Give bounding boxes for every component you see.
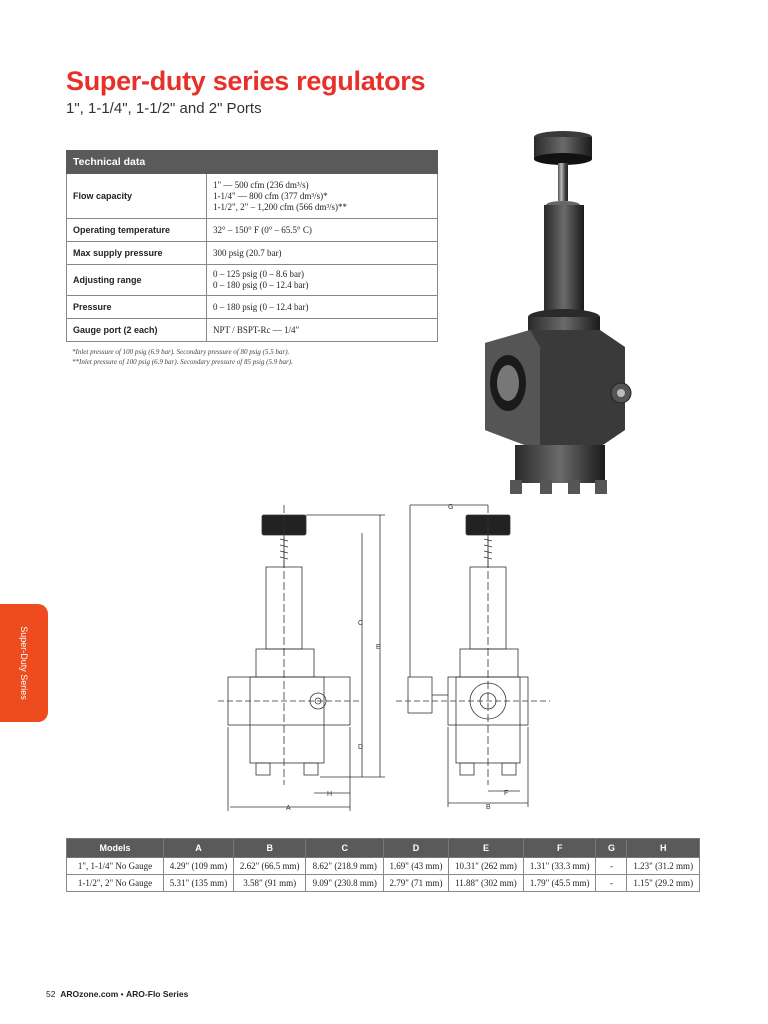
row-label: Adjusting range — [67, 265, 207, 296]
dim-label-d: D — [358, 744, 364, 751]
section-side-tab — [0, 604, 48, 722]
front-view — [218, 505, 385, 811]
side-view — [396, 505, 550, 807]
page-subtitle: 1", 1-1/4", 1-1/2" and 2" Ports — [66, 100, 262, 117]
column-header: Models — [67, 839, 164, 858]
row-value — [207, 242, 438, 265]
table-row — [67, 875, 700, 892]
row-value — [207, 219, 438, 242]
page-footer — [46, 989, 188, 999]
row-value — [207, 319, 438, 342]
value-line: 0 – 180 psig (0 – 12.4 bar) — [213, 280, 309, 290]
table-cell: 9.09" (230.8 mm) — [306, 875, 384, 892]
footer-site-link[interactable]: AROzone.com — [60, 989, 119, 999]
table-row — [67, 319, 438, 342]
value-line: 0 – 180 psig (0 – 12.4 bar) — [213, 301, 309, 312]
table-row — [67, 174, 438, 219]
table-cell: 1.31" (33.3 mm) — [523, 858, 596, 875]
table-cell: 11.88" (302 mm) — [448, 875, 523, 892]
regulator-photo — [470, 125, 650, 500]
footnote: *Inlet pressure of 100 psig (6.9 bar). Secondary pressure of 80 psig (5.5 bar). — [72, 348, 290, 356]
table-row — [67, 296, 438, 319]
models-table — [66, 838, 700, 892]
dim-label-a: A — [286, 805, 291, 812]
row-value — [207, 265, 438, 296]
table-cell: - — [596, 875, 627, 892]
row-label: Flow capacity — [67, 174, 207, 219]
table-cell: 4.29" (109 mm) — [164, 858, 234, 875]
table-cell: 1.79" (45.5 mm) — [523, 875, 596, 892]
table-row — [67, 219, 438, 242]
column-header: G — [596, 839, 627, 858]
table-cell: 1.69" (43 mm) — [384, 858, 449, 875]
column-header: D — [384, 839, 449, 858]
value-line: NPT / BSPT-Rc — 1/4" — [213, 324, 300, 335]
footnote: **Inlet pressure of 100 psig (6.9 bar). Secondary pressure of 85 psig (5.9 bar). — [72, 358, 293, 366]
dimension-drawing — [210, 495, 560, 815]
table-cell: 1.23" (31.2 mm) — [627, 858, 700, 875]
column-header: A — [164, 839, 234, 858]
value-line: 0 – 125 psig (0 – 8.6 bar) — [213, 269, 304, 279]
footer-separator: • — [120, 989, 124, 999]
dim-label-g: G — [448, 504, 454, 511]
value-line: 32° – 150° F (0° – 65.5° C) — [213, 224, 312, 235]
row-label: Operating temperature — [67, 219, 207, 242]
technical-data-header: Technical data — [67, 151, 438, 174]
dim-label-b: B — [486, 804, 491, 811]
models-header-row — [67, 839, 700, 858]
column-header: B — [233, 839, 306, 858]
dim-label-c: C — [358, 620, 364, 627]
table-row — [67, 265, 438, 296]
table-cell: 5.31" (135 mm) — [164, 875, 234, 892]
column-header: H — [627, 839, 700, 858]
row-label: Gauge port (2 each) — [67, 319, 207, 342]
row-value — [207, 174, 438, 219]
table-cell: 8.62" (218.9 mm) — [306, 858, 384, 875]
column-header: C — [306, 839, 384, 858]
value-line: 1-1/2", 2" – 1,200 cfm (566 dm³/s)** — [213, 201, 348, 212]
value-line: 1" — 500 cfm (236 dm³/s) — [213, 179, 309, 190]
row-value — [207, 296, 438, 319]
dim-label-e: E — [376, 644, 381, 651]
table-cell: 2.79" (71 mm) — [384, 875, 449, 892]
page-number: 52 — [46, 989, 56, 999]
row-label: Pressure — [67, 296, 207, 319]
table-cell: 1.15" (29.2 mm) — [627, 875, 700, 892]
table-cell: 3.58" (91 mm) — [233, 875, 306, 892]
table-cell: - — [596, 858, 627, 875]
page-title: Super-duty series regulators — [66, 66, 426, 96]
dim-label-h: H — [327, 791, 333, 798]
table-cell: 10.31" (262 mm) — [448, 858, 523, 875]
table-cell: 1", 1-1/4" No Gauge — [67, 858, 164, 875]
column-header: F — [523, 839, 596, 858]
dim-label-f: F — [504, 790, 509, 797]
footer-series: ARO-Flo Series — [126, 989, 189, 999]
table-row — [67, 858, 700, 875]
row-label: Max supply pressure — [67, 242, 207, 265]
side-tab-label: Super-Duty Series — [19, 626, 29, 700]
value-line: 1-1/4" — 800 cfm (377 dm³/s)* — [213, 190, 328, 201]
value-line: 300 psig (20.7 bar) — [213, 247, 282, 258]
column-header: E — [448, 839, 523, 858]
technical-data-table — [66, 150, 438, 342]
table-cell: 2.62" (66.5 mm) — [233, 858, 306, 875]
table-row — [67, 242, 438, 265]
table-cell: 1-1/2", 2" No Gauge — [67, 875, 164, 892]
